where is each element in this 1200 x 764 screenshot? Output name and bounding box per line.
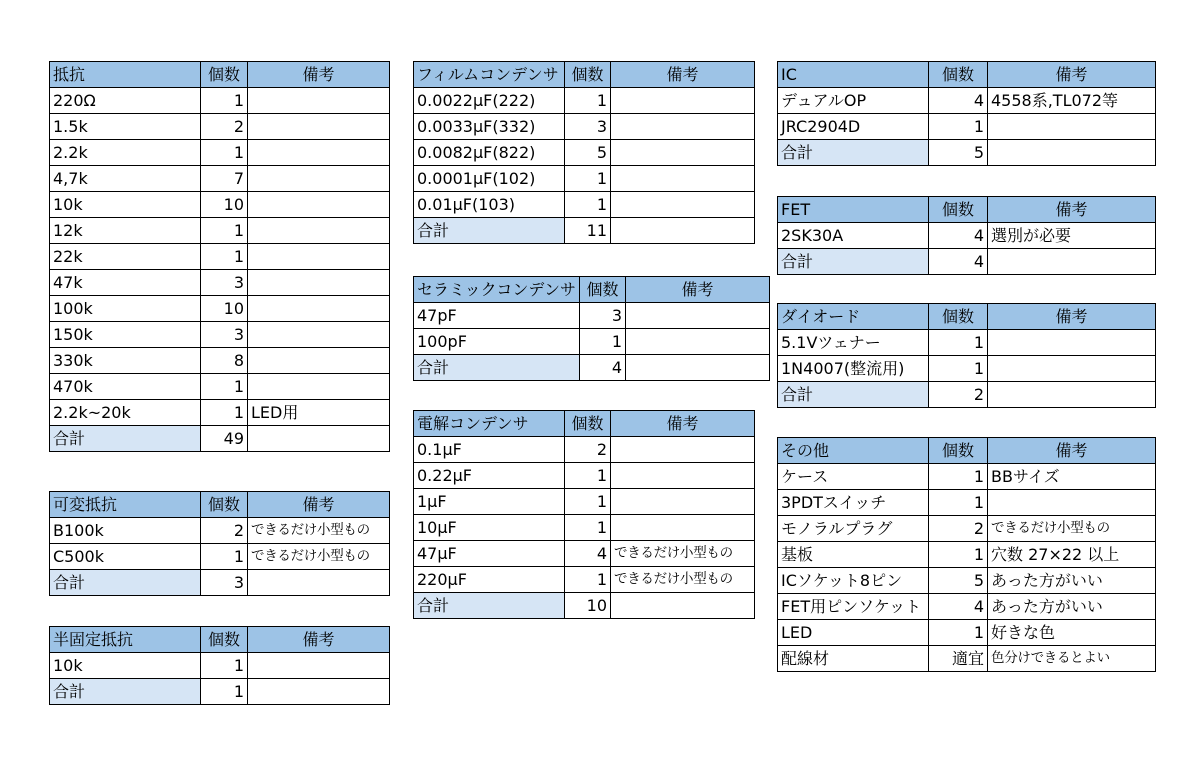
part-name: 0.22μF [414, 463, 565, 489]
table-title: セラミックコンデンサ [414, 277, 580, 303]
part-qty: 5 [929, 568, 988, 594]
part-qty: 10 [201, 192, 248, 218]
qty-header: 個数 [201, 627, 248, 653]
part-name: 10k [50, 653, 201, 679]
qty-header: 個数 [201, 62, 248, 88]
table-header-row [50, 492, 390, 518]
total-qty: 11 [565, 218, 611, 244]
part-qty: 1 [929, 114, 988, 140]
part-qty: 1 [565, 88, 611, 114]
table-row [50, 114, 390, 140]
table-row [50, 244, 390, 270]
total-row [778, 382, 1156, 408]
total-note [248, 679, 390, 705]
table-row [50, 374, 390, 400]
part-name: 0.0033μF(332) [414, 114, 565, 140]
qty-header: 個数 [565, 62, 611, 88]
table-row [414, 463, 755, 489]
part-qty: 4 [929, 594, 988, 620]
part-qty: 1 [565, 489, 611, 515]
total-row [778, 140, 1156, 166]
part-qty: 10 [201, 296, 248, 322]
table-header-row [778, 438, 1156, 464]
part-note: あった方がいい [988, 568, 1156, 594]
part-name: 2.2k~20k [50, 400, 201, 426]
total-row [50, 679, 390, 705]
table-row [414, 88, 755, 114]
table-title: FET [778, 197, 929, 223]
total-note [626, 355, 770, 381]
table-row [414, 567, 755, 593]
part-qty: 適宜 [929, 646, 988, 672]
total-note [988, 249, 1156, 275]
part-note [248, 322, 390, 348]
part-note [611, 192, 755, 218]
note-header: 備考 [988, 304, 1156, 330]
other-table [777, 437, 1156, 672]
part-name: 4,7k [50, 166, 201, 192]
ceramic-capacitor-table [413, 276, 770, 381]
total-qty: 49 [201, 426, 248, 452]
part-name: 100pF [414, 329, 580, 355]
part-note [611, 166, 755, 192]
note-header: 備考 [611, 411, 755, 437]
table-row [50, 218, 390, 244]
table-title: ダイオード [778, 304, 929, 330]
part-name: 配線材 [778, 646, 929, 672]
table-row [50, 166, 390, 192]
part-name: 220μF [414, 567, 565, 593]
part-name: モノラルプラグ [778, 516, 929, 542]
part-qty: 1 [201, 544, 248, 570]
note-header: 備考 [248, 492, 390, 518]
part-qty: 1 [201, 653, 248, 679]
total-qty: 4 [580, 355, 626, 381]
table-title: 可変抵抗 [50, 492, 201, 518]
table-row [778, 114, 1156, 140]
part-note: BBサイズ [988, 464, 1156, 490]
part-qty: 2 [929, 516, 988, 542]
qty-header: 個数 [929, 62, 988, 88]
ic-table [777, 61, 1156, 166]
part-note [611, 114, 755, 140]
part-note: できるだけ小型もの [248, 544, 390, 570]
part-qty: 2 [565, 437, 611, 463]
table-title: 電解コンデンサ [414, 411, 565, 437]
table-header-row [778, 304, 1156, 330]
table-row [778, 356, 1156, 382]
table-header-row [50, 627, 390, 653]
qty-header: 個数 [929, 304, 988, 330]
part-name: ICソケット8ピン [778, 568, 929, 594]
total-row [50, 426, 390, 452]
table-row [414, 329, 770, 355]
part-note: 選別が必要 [988, 223, 1156, 249]
electrolytic-capacitor-table [413, 410, 755, 619]
part-name: C500k [50, 544, 201, 570]
diode-table [777, 303, 1156, 408]
total-note [988, 140, 1156, 166]
total-row [414, 593, 755, 619]
qty-header: 個数 [201, 492, 248, 518]
part-note [248, 166, 390, 192]
part-name: 0.0022μF(222) [414, 88, 565, 114]
total-label: 合計 [778, 140, 929, 166]
part-qty: 1 [929, 464, 988, 490]
total-label: 合計 [414, 218, 565, 244]
part-qty: 1 [929, 330, 988, 356]
part-qty: 1 [565, 463, 611, 489]
part-name: 47k [50, 270, 201, 296]
table-header-row [778, 197, 1156, 223]
note-header: 備考 [988, 197, 1156, 223]
note-header: 備考 [988, 438, 1156, 464]
part-qty: 4 [565, 541, 611, 567]
film-capacitor-table [413, 61, 755, 244]
part-qty: 1 [565, 192, 611, 218]
part-qty: 3 [565, 114, 611, 140]
part-note: できるだけ小型もの [611, 541, 755, 567]
total-note [248, 426, 390, 452]
table-row [778, 620, 1156, 646]
table-row [778, 542, 1156, 568]
part-note: できるだけ小型もの [248, 518, 390, 544]
part-name: 0.0001μF(102) [414, 166, 565, 192]
part-qty: 1 [201, 88, 248, 114]
part-name: 470k [50, 374, 201, 400]
part-note [248, 270, 390, 296]
table-title: IC [778, 62, 929, 88]
part-name: LED [778, 620, 929, 646]
part-qty: 3 [580, 303, 626, 329]
total-row [414, 355, 770, 381]
part-note: 4558系,TL072等 [988, 88, 1156, 114]
total-qty: 10 [565, 593, 611, 619]
part-qty: 1 [929, 490, 988, 516]
part-name: 220Ω [50, 88, 201, 114]
table-row [778, 490, 1156, 516]
part-name: 47pF [414, 303, 580, 329]
note-header: 備考 [611, 62, 755, 88]
table-row [50, 348, 390, 374]
part-qty: 1 [929, 542, 988, 568]
table-row [778, 223, 1156, 249]
part-qty: 1 [580, 329, 626, 355]
total-note [248, 570, 390, 596]
table-title: フィルムコンデンサ [414, 62, 565, 88]
part-note [988, 114, 1156, 140]
part-qty: 8 [201, 348, 248, 374]
part-qty: 1 [201, 400, 248, 426]
part-name: B100k [50, 518, 201, 544]
table-row [50, 322, 390, 348]
total-qty: 4 [929, 249, 988, 275]
part-qty: 1 [929, 356, 988, 382]
table-row [50, 192, 390, 218]
part-name: 1μF [414, 489, 565, 515]
part-note: 好きな色 [988, 620, 1156, 646]
table-row [414, 541, 755, 567]
part-qty: 1 [565, 515, 611, 541]
part-qty: 1 [201, 244, 248, 270]
table-title: 半固定抵抗 [50, 627, 201, 653]
part-name: ケース [778, 464, 929, 490]
table-row [50, 400, 390, 426]
total-label: 合計 [778, 382, 929, 408]
part-qty: 1 [201, 374, 248, 400]
part-note: できるだけ小型もの [611, 567, 755, 593]
part-note [611, 140, 755, 166]
part-qty: 5 [565, 140, 611, 166]
part-name: 12k [50, 218, 201, 244]
part-name: 3PDTスイッチ [778, 490, 929, 516]
part-note [988, 490, 1156, 516]
qty-header: 個数 [929, 197, 988, 223]
table-row [778, 568, 1156, 594]
table-row [414, 166, 755, 192]
part-name: 基板 [778, 542, 929, 568]
table-row [778, 516, 1156, 542]
total-label: 合計 [414, 593, 565, 619]
qty-header: 個数 [580, 277, 626, 303]
part-name: 0.01μF(103) [414, 192, 565, 218]
table-row [414, 437, 755, 463]
part-note [611, 515, 755, 541]
table-row [50, 140, 390, 166]
part-name: 1.5k [50, 114, 201, 140]
semi-fixed-resistor-table [49, 626, 390, 705]
part-note: できるだけ小型もの [988, 516, 1156, 542]
table-title: その他 [778, 438, 929, 464]
total-qty: 2 [929, 382, 988, 408]
part-name: 1N4007(整流用) [778, 356, 929, 382]
part-qty: 4 [929, 88, 988, 114]
table-header-row [50, 62, 390, 88]
table-row [414, 489, 755, 515]
part-name: 47μF [414, 541, 565, 567]
part-note [988, 356, 1156, 382]
part-qty: 3 [201, 270, 248, 296]
part-note [248, 244, 390, 270]
total-label: 合計 [778, 249, 929, 275]
fet-table [777, 196, 1156, 275]
table-row [414, 140, 755, 166]
part-qty: 1 [565, 567, 611, 593]
table-row [50, 653, 390, 679]
total-row [50, 570, 390, 596]
part-name: 5.1Vツェナー [778, 330, 929, 356]
table-row [50, 88, 390, 114]
table-row [778, 88, 1156, 114]
total-note [611, 593, 755, 619]
part-qty: 7 [201, 166, 248, 192]
part-qty: 3 [201, 322, 248, 348]
table-row [50, 270, 390, 296]
part-note [248, 88, 390, 114]
table-row [414, 114, 755, 140]
part-qty: 1 [565, 166, 611, 192]
total-row [778, 249, 1156, 275]
part-note [988, 330, 1156, 356]
qty-header: 個数 [929, 438, 988, 464]
total-note [988, 382, 1156, 408]
part-name: FET用ピンソケット [778, 594, 929, 620]
total-qty: 5 [929, 140, 988, 166]
part-name: JRC2904D [778, 114, 929, 140]
part-name: 10k [50, 192, 201, 218]
total-label: 合計 [414, 355, 580, 381]
table-row [414, 515, 755, 541]
resistor-table [49, 61, 390, 452]
part-name: 22k [50, 244, 201, 270]
part-name: 0.1μF [414, 437, 565, 463]
total-label: 合計 [50, 570, 201, 596]
total-qty: 3 [201, 570, 248, 596]
table-row [778, 330, 1156, 356]
table-header-row [414, 62, 755, 88]
part-note [626, 303, 770, 329]
table-row [50, 296, 390, 322]
table-title: 抵抗 [50, 62, 201, 88]
part-name: 100k [50, 296, 201, 322]
part-name: 2.2k [50, 140, 201, 166]
part-name: 0.0082μF(822) [414, 140, 565, 166]
total-qty: 1 [201, 679, 248, 705]
variable-resistor-table [49, 491, 390, 596]
total-label: 合計 [50, 426, 201, 452]
part-note [248, 374, 390, 400]
part-note [248, 218, 390, 244]
table-header-row [778, 62, 1156, 88]
qty-header: 個数 [565, 411, 611, 437]
table-row [778, 464, 1156, 490]
table-row [778, 646, 1156, 672]
total-note [611, 218, 755, 244]
table-header-row [414, 277, 770, 303]
table-row [778, 594, 1156, 620]
part-note: 色分けできるとよい [988, 646, 1156, 672]
total-row [414, 218, 755, 244]
table-row [414, 303, 770, 329]
part-note [611, 437, 755, 463]
part-name: 330k [50, 348, 201, 374]
part-note [248, 653, 390, 679]
part-note [248, 192, 390, 218]
part-name: 2SK30A [778, 223, 929, 249]
part-qty: 4 [929, 223, 988, 249]
part-note [248, 348, 390, 374]
table-row [50, 544, 390, 570]
part-qty: 2 [201, 114, 248, 140]
part-name: デュアルOP [778, 88, 929, 114]
part-qty: 2 [201, 518, 248, 544]
part-qty: 1 [201, 140, 248, 166]
part-note [611, 88, 755, 114]
note-header: 備考 [626, 277, 770, 303]
part-note [248, 114, 390, 140]
part-note [248, 140, 390, 166]
note-header: 備考 [248, 627, 390, 653]
part-qty: 1 [201, 218, 248, 244]
part-note [611, 489, 755, 515]
part-note: あった方がいい [988, 594, 1156, 620]
part-note: LED用 [248, 400, 390, 426]
part-name: 150k [50, 322, 201, 348]
part-note [626, 329, 770, 355]
table-row [50, 518, 390, 544]
table-row [414, 192, 755, 218]
part-note [248, 296, 390, 322]
table-header-row [414, 411, 755, 437]
part-note: 穴数 27×22 以上 [988, 542, 1156, 568]
part-note [611, 463, 755, 489]
note-header: 備考 [248, 62, 390, 88]
part-name: 10μF [414, 515, 565, 541]
note-header: 備考 [988, 62, 1156, 88]
part-qty: 1 [929, 620, 988, 646]
total-label: 合計 [50, 679, 201, 705]
